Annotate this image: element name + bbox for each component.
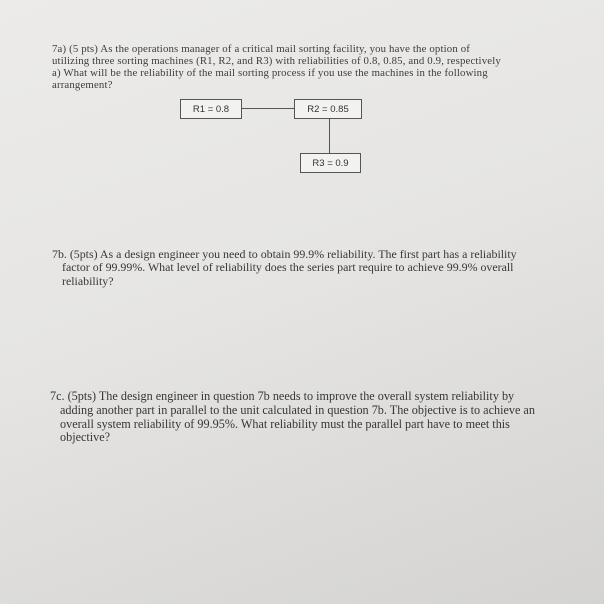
question-7a-line-3: a) What will be the reliability of the mail sorting process if you use the machines in the following	[52, 67, 488, 79]
question-7a	[52, 43, 552, 91]
machine-r1-box: R1 = 0.8	[180, 99, 242, 119]
machine-r2-box: R2 = 0.85	[294, 99, 362, 119]
question-7c-line-1: 7c. (5pts) The design engineer in question 7b needs to improve the overall system reliability by	[50, 389, 515, 403]
question-7c	[50, 390, 570, 445]
connector-r2-r3	[329, 118, 330, 153]
question-7a-line-2: utilizing three sorting machines (R1, R2, and R3) with reliabilities of 0.8, 0.85, and 0.9, respectively	[52, 55, 501, 67]
question-7b-line-3: reliability?	[62, 273, 114, 288]
question-7a-line-4: arrangement?	[52, 79, 113, 91]
question-7b	[52, 248, 562, 288]
question-7c-line-3: overall system reliability of 99.95%. What reliability must the parallel part have to meet this	[60, 416, 510, 431]
question-7a-line-1: 7a) (5 pts) As the operations manager of a critical mail sorting facility, you have the option of	[52, 43, 471, 55]
machine-r3-box: R3 = 0.9	[300, 153, 361, 173]
connector-r1-r2	[241, 108, 294, 109]
question-7c-line-2: adding another part in parallel to the unit calculated in question 7b. The objective is to achieve an	[60, 402, 535, 417]
question-7b-line-2: factor of 99.99%. What level of reliability does the series part require to achieve 99.9% overall	[62, 260, 514, 275]
question-7b-line-1: 7b. (5pts) As a design engineer you need to obtain 99.9% reliability. The first part has a reliability	[52, 247, 517, 261]
question-7c-line-4: objective?	[60, 430, 111, 445]
